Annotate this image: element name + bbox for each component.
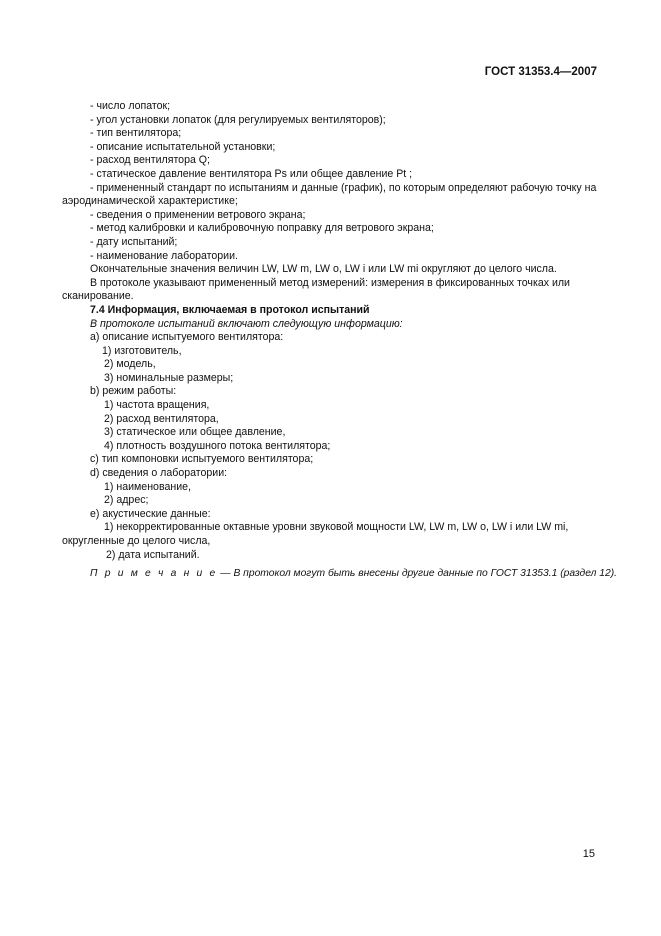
list-item: - метод калибровки и калибровочную поправку для ветрового экрана;	[90, 222, 434, 235]
note-label: П р и м е ч а н и е	[90, 568, 218, 580]
list-item: - наименование лаборатории.	[90, 249, 238, 262]
section-title: 7.4 Информация, включаемая в протокол испытаний	[90, 303, 370, 316]
info-item: d) сведения о лаборатории:	[90, 467, 228, 480]
section-intro: В протоколе испытаний включают следующую информацию:	[90, 317, 403, 330]
info-item: 3) номинальные размеры;	[104, 371, 234, 384]
info-item: 1) наименование,	[104, 480, 191, 493]
list-item: - статическое давление вентилятора Ps или общее давление Pt ;	[90, 167, 413, 180]
info-item: 2) модель,	[104, 358, 156, 371]
list-item: - сведения о применении ветрового экрана;	[90, 208, 306, 221]
info-item: 2) адрес;	[104, 494, 149, 507]
acoustic-data-item: 1) некорректированные октавные уровни звуковой мощности LW, LW m, LW o, LW i или LW mi, округленные до целого числа,	[62, 521, 569, 547]
page-number: 15	[582, 848, 595, 860]
list-item: - описание испытательной установки;	[90, 140, 276, 153]
final-values-paragraph: Окончательные значения величин LW, LW m, LW o, LW i или LW mi округляют до целого числа.	[90, 263, 557, 276]
list-item: - тип вентилятора;	[90, 127, 182, 140]
info-item: 1) изготовитель,	[102, 344, 182, 357]
info-item: с) тип компоновки испытуемого вентилятора;	[90, 453, 314, 466]
info-item: е) акустические данные:	[90, 507, 211, 520]
info-item: а) описание испытуемого вентилятора:	[90, 331, 284, 344]
info-item: 2) расход вентилятора,	[104, 412, 219, 425]
list-item: - число лопаток;	[90, 100, 171, 112]
list-item: - угол установки лопаток (для регулируемых вентиляторов);	[90, 113, 386, 126]
info-item: b) режим работы:	[90, 385, 177, 398]
document-header: ГОСТ 31353.4—2007	[484, 66, 597, 78]
info-item: 4) плотность воздушного потока вентилятора;	[104, 439, 331, 452]
method-paragraph: В протоколе указывают примененный метод измерений: измерения в фиксированных точках или сканирование.	[62, 276, 570, 303]
page-content	[62, 100, 618, 581]
date-item: 2) дата испытаний.	[106, 548, 200, 561]
note	[62, 567, 618, 581]
info-item: 1) частота вращения,	[104, 399, 210, 412]
info-item: 3) статическое или общее давление,	[104, 426, 286, 439]
list-item: - дату испытаний;	[90, 235, 178, 248]
info-items-list	[62, 331, 598, 521]
list-item: - расход вентилятора Q;	[90, 154, 210, 167]
list-item-standard: - примененный стандарт по испытаниям и данные (график), по которым определяют рабочую точку на аэродинамической характеристике;	[62, 181, 597, 208]
note-text: — В протокол могут быть внесены другие данные по ГОСТ 31353.1 (раздел 12).	[217, 568, 618, 580]
